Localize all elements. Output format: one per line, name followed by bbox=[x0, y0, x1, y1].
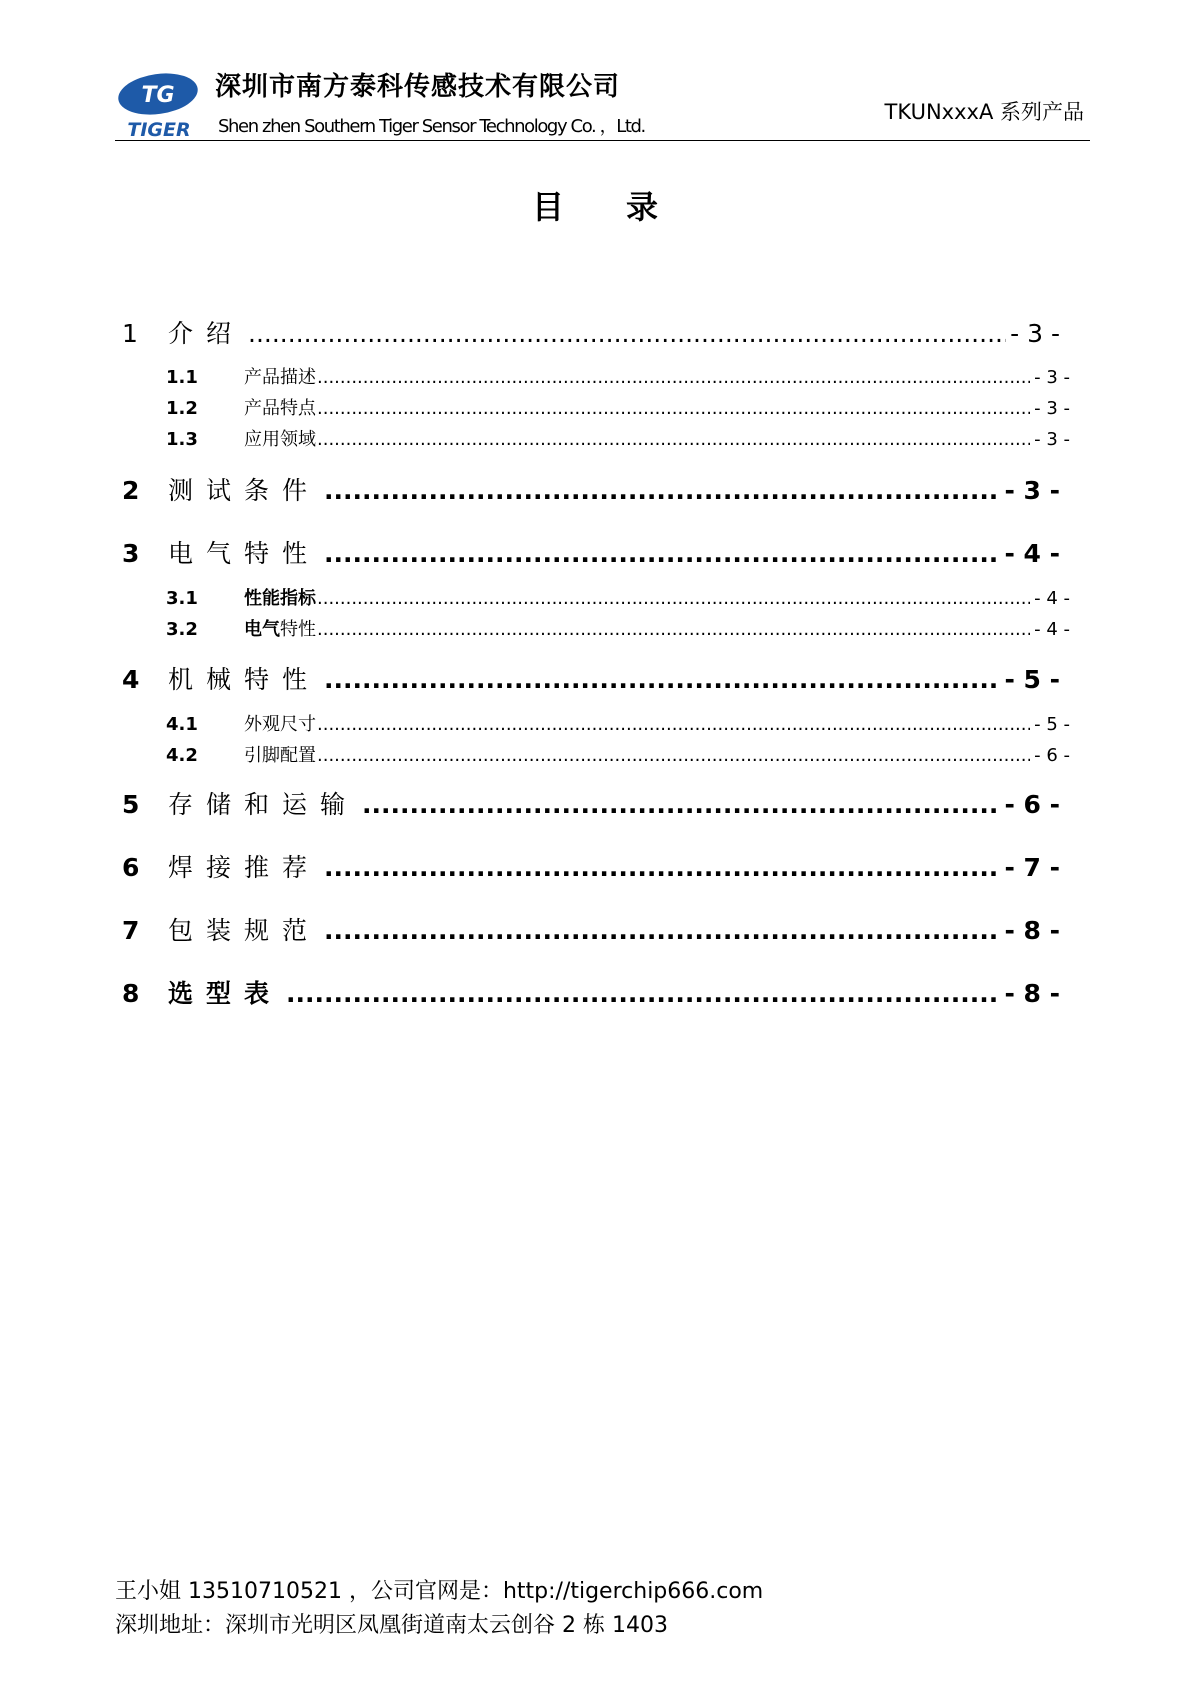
toc-entry-page: - 3 - bbox=[1004, 476, 1060, 505]
toc-entry-number: 3 bbox=[122, 539, 140, 568]
toc-entry-4[interactable] bbox=[122, 660, 1060, 696]
toc-entry-title: 机械特性 bbox=[168, 665, 321, 694]
toc-leader-dots bbox=[317, 745, 1030, 766]
toc-entry-1-2[interactable] bbox=[166, 394, 1070, 420]
toc-leader-dots bbox=[362, 790, 1000, 819]
toc-entry-3-1[interactable] bbox=[166, 584, 1070, 610]
toc-entry-number: 4.2 bbox=[166, 745, 198, 766]
toc-entry-3-2[interactable] bbox=[166, 615, 1070, 641]
toc-entry-page: - 8 - bbox=[1004, 916, 1060, 945]
toc-title: 目录 bbox=[531, 188, 720, 226]
toc-leader-dots bbox=[317, 398, 1030, 419]
toc-entry-title: 包装规范 bbox=[168, 916, 321, 945]
tiger-logo bbox=[115, 68, 205, 140]
toc-leader-dots bbox=[317, 619, 1030, 640]
company-name-en: Shen zhen Southern Tiger Sensor Technology Co. ，Ltd. bbox=[218, 116, 645, 137]
toc-entry-title: 介绍 bbox=[168, 319, 245, 348]
toc-entry-3[interactable] bbox=[122, 534, 1060, 570]
logo-text: TIGER bbox=[127, 119, 191, 140]
toc-leader-dots bbox=[317, 588, 1030, 609]
toc-entry-title-rest: 特性 bbox=[280, 619, 316, 640]
toc-entry-1[interactable] bbox=[122, 314, 1060, 350]
toc-entry-number: 1 bbox=[122, 319, 138, 348]
toc-entry-page: - 3 - bbox=[1034, 429, 1070, 450]
logo-mark: TG bbox=[141, 83, 175, 108]
toc-entry-7[interactable] bbox=[122, 911, 1060, 947]
product-series: TKUNxxxA 系列产品 bbox=[884, 100, 1084, 124]
toc-leader-dots bbox=[324, 476, 1000, 505]
toc-entry-number: 1.3 bbox=[166, 429, 198, 450]
toc-leader-dots bbox=[324, 539, 1000, 568]
toc-entry-page: - 4 - bbox=[1004, 539, 1060, 568]
toc-leader-dots bbox=[324, 853, 1000, 882]
header-divider bbox=[115, 140, 1090, 141]
toc-entry-page: - 5 - bbox=[1034, 714, 1070, 735]
toc-entry-title: 引脚配置 bbox=[244, 745, 316, 766]
toc-entry-1-1[interactable] bbox=[166, 363, 1070, 389]
toc-leader-dots bbox=[317, 429, 1030, 450]
toc-entry-number: 8 bbox=[122, 979, 140, 1008]
toc-leader-dots bbox=[324, 665, 1000, 694]
toc-entry-page: - 4 - bbox=[1034, 619, 1070, 640]
page-footer bbox=[115, 1575, 763, 1643]
toc-entry-number: 6 bbox=[122, 853, 140, 882]
toc-leader-dots bbox=[248, 319, 1006, 348]
toc-entry-title: 存储和运输 bbox=[168, 790, 359, 819]
toc-entry-page: - 5 - bbox=[1004, 665, 1060, 694]
toc-entry-number: 1.1 bbox=[166, 367, 198, 388]
toc-entry-title: 产品特点 bbox=[244, 398, 316, 419]
toc-entry-title: 焊接推荐 bbox=[168, 853, 321, 882]
toc-entry-page: - 4 - bbox=[1034, 588, 1070, 609]
toc-leader-dots bbox=[324, 916, 1000, 945]
toc-entry-number: 5 bbox=[122, 790, 140, 819]
page-header bbox=[115, 62, 1090, 142]
toc-entry-page: - 3 - bbox=[1010, 319, 1060, 348]
toc-entry-page: - 7 - bbox=[1004, 853, 1060, 882]
toc-entry-number: 3.1 bbox=[166, 588, 198, 609]
toc-entry-2[interactable] bbox=[122, 471, 1060, 507]
toc-entry-title: 应用领域 bbox=[244, 429, 316, 450]
toc-leader-dots bbox=[286, 979, 1000, 1008]
toc-entry-page: - 6 - bbox=[1004, 790, 1060, 819]
toc-entry-number: 1.2 bbox=[166, 398, 198, 419]
toc-entry-title: 外观尺寸 bbox=[244, 714, 316, 735]
toc-entry-number: 4 bbox=[122, 665, 140, 694]
company-name-cn: 深圳市南方泰科传感技术有限公司 bbox=[215, 72, 621, 102]
toc-entry-title: 产品描述 bbox=[244, 367, 316, 388]
toc-entry-6[interactable] bbox=[122, 848, 1060, 884]
toc-leader-dots bbox=[317, 367, 1030, 388]
toc-entry-number: 2 bbox=[122, 476, 140, 505]
toc-entry-page: - 3 - bbox=[1034, 398, 1070, 419]
toc-entry-title: 测试条件 bbox=[168, 476, 321, 505]
toc-entry-8[interactable] bbox=[122, 974, 1060, 1010]
toc-entry-title bbox=[244, 615, 316, 641]
toc-entry-4-2[interactable] bbox=[166, 741, 1070, 767]
footer-address: 深圳地址：深圳市光明区凤凰街道南太云创谷 2 栋 1403 bbox=[115, 1613, 668, 1638]
toc-entry-title: 选型表 bbox=[168, 979, 283, 1008]
toc-entry-5[interactable] bbox=[122, 785, 1060, 821]
toc-entry-1-3[interactable] bbox=[166, 425, 1070, 451]
toc-entry-page: - 6 - bbox=[1034, 745, 1070, 766]
toc-entry-4-1[interactable] bbox=[166, 710, 1070, 736]
toc-entry-title: 性能指标 bbox=[244, 588, 316, 609]
footer-contact: 王小姐 13510710521 ，公司官网是：http://tigerchip666.com bbox=[115, 1579, 764, 1604]
toc-entry-number: 7 bbox=[122, 916, 140, 945]
toc-leader-dots bbox=[317, 714, 1030, 735]
toc-entry-page: - 8 - bbox=[1004, 979, 1060, 1008]
toc-entry-number: 4.1 bbox=[166, 714, 198, 735]
toc-entry-page: - 3 - bbox=[1034, 367, 1070, 388]
toc-entry-title-bold-part: 电气 bbox=[244, 619, 280, 640]
toc-entry-number: 3.2 bbox=[166, 619, 198, 640]
toc-entry-title: 电气特性 bbox=[168, 539, 321, 568]
